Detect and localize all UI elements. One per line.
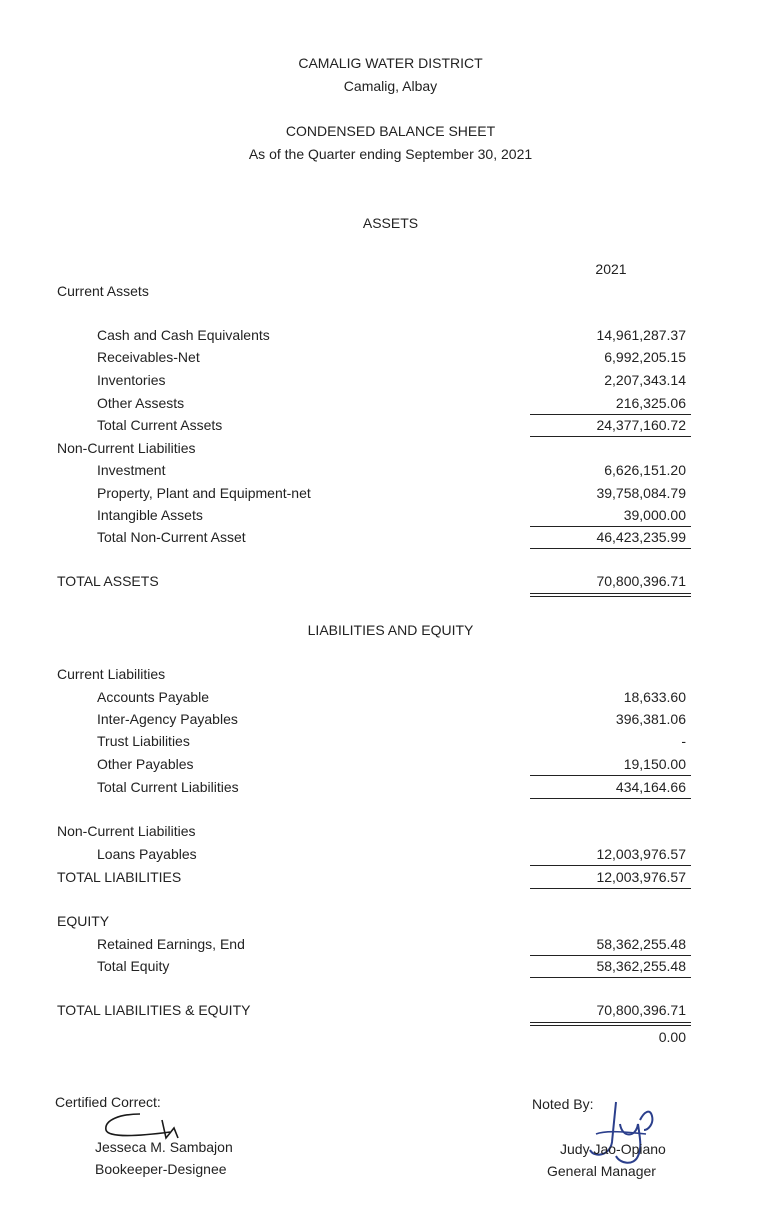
subtotal-rule [530,865,691,866]
loans-payables-value: 12,003,976.57 [596,846,686,862]
equity-label: EQUITY [57,913,110,929]
org-name: CAMALIG WATER DISTRICT [298,55,483,71]
line-item-value: 39,000.00 [623,507,686,523]
noncurrent-assets-label: Non-Current Liabilities [57,440,196,456]
total-assets-label: TOTAL ASSETS [57,573,159,589]
line-item-label: Cash and Cash Equivalents [97,327,270,343]
noted-title: General Manager [547,1163,656,1179]
balance-difference: 0.00 [658,1029,686,1045]
retained-earnings-label: Retained Earnings, End [97,936,245,952]
current-assets-label: Current Assets [57,283,149,299]
subtotal-rule [530,775,691,776]
line-item-label: Other Assests [97,395,185,411]
line-item-value: 6,992,205.15 [604,349,686,365]
total-liabilities-equity-label: TOTAL LIABILITIES & EQUITY [57,1002,251,1018]
total-liabilities-equity-value: 70,800,396.71 [596,1002,686,1018]
line-item-value: 39,758,084.79 [596,485,686,501]
noted-name: Judy Jao-Opiano [560,1141,666,1157]
total-current-liabilities-value: 434,164.66 [615,779,686,795]
year-column-header: 2021 [595,261,627,277]
signature-left-icon [100,1110,190,1142]
subtotal-rule [530,436,691,437]
document-title: CONDENSED BALANCE SHEET [285,123,496,139]
signature-right-icon [576,1094,666,1174]
noted-by-label: Noted By: [532,1096,594,1112]
liabilities-equity-heading: LIABILITIES AND EQUITY [307,622,474,638]
line-item-label: Inter-Agency Payables [97,711,238,727]
line-item-value: 14,961,287.37 [596,327,686,343]
total-current-assets-label: Total Current Assets [97,417,223,433]
line-item-value: 216,325.06 [615,395,686,411]
subtotal-rule [530,888,691,889]
line-item-value: 18,633.60 [623,689,686,705]
certified-name: Jesseca M. Sambajon [95,1139,233,1155]
total-current-liabilities-label: Total Current Liabilities [97,779,239,795]
certified-correct-label: Certified Correct: [55,1094,161,1110]
line-item-value: 2,207,343.14 [604,372,686,388]
total-liabilities-label: TOTAL LIABILITIES [57,869,182,885]
line-item-value: 6,626,151.20 [604,462,686,478]
line-item-label: Other Payables [97,756,194,772]
loans-payables-label: Loans Payables [97,846,197,862]
line-item-label: Accounts Payable [97,689,210,705]
line-item-value: 19,150.00 [623,756,686,772]
total-double-rule [530,593,691,597]
total-liabilities-value: 12,003,976.57 [596,869,686,885]
total-double-rule [530,1022,691,1026]
org-location: Camalig, Albay [343,78,438,94]
subtotal-rule [530,977,691,978]
line-item-label: Intangible Assets [97,507,203,523]
total-equity-value: 58,362,255.48 [596,958,686,974]
line-item-label: Investment [97,462,166,478]
subtotal-rule [530,798,691,799]
line-item-label: Trust Liabilities [97,733,190,749]
total-current-assets-value: 24,377,160.72 [596,417,686,433]
line-item-value: 396,381.06 [615,711,686,727]
total-noncurrent-assets-value: 46,423,235.99 [596,529,686,545]
total-noncurrent-assets-label: Total Non-Current Asset [97,529,246,545]
line-item-label: Receivables-Net [97,349,200,365]
line-item-label: Property, Plant and Equipment-net [97,485,311,501]
noncurrent-liabilities-label: Non-Current Liabilities [57,823,196,839]
total-equity-label: Total Equity [97,958,170,974]
assets-heading: ASSETS [362,215,419,231]
line-item-label: Inventories [97,372,166,388]
subtotal-rule [530,414,691,415]
document-period: As of the Quarter ending September 30, 2021 [248,146,533,162]
current-liabilities-label: Current Liabilities [57,666,166,682]
retained-earnings-value: 58,362,255.48 [596,936,686,952]
subtotal-rule [530,548,691,549]
subtotal-rule [530,955,691,956]
certified-title: Bookeeper-Designee [95,1161,227,1177]
total-assets-value: 70,800,396.71 [596,573,686,589]
subtotal-rule [530,526,691,527]
line-item-value: - [681,733,686,749]
